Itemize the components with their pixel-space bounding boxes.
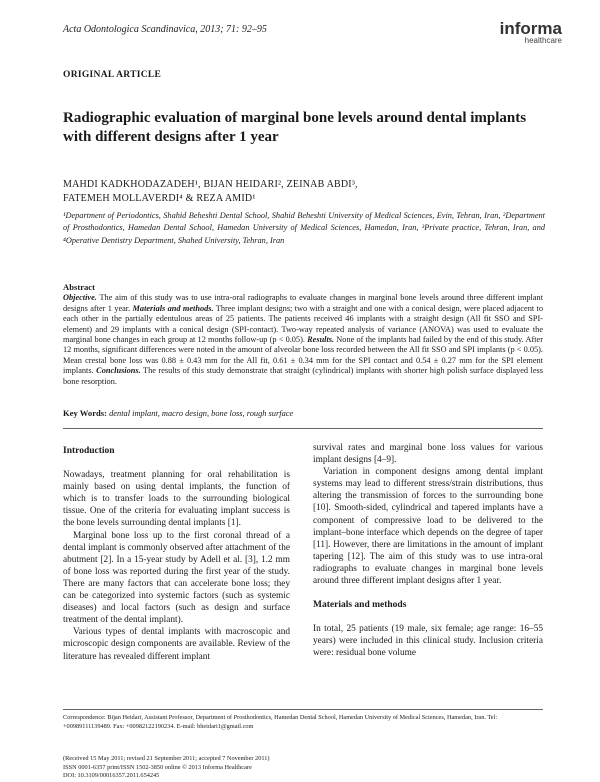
intro-paragraph-1: Nowadays, treatment planning for oral rehabilitation is mainly based on using dental implants, the function of which is to transfer loads to the surrounding biological tissue. One of the criteria for evaluating implant success is the bone levels surrounding dental implants [1]. [63,470,290,529]
keywords-text: dental implant, macro design, bone loss, rough surface [107,409,294,418]
abstract-heading: Abstract [63,282,95,292]
results-text: None of the implants had failed by the end of this study. After 12 months, significant differences were noted in the amount of alveolar bone loss recorded between the All fit SSO and SPI implants (p < 0.05). Mean crestal bone loss was 0.88 ± 0.43 mm for the All fit, 0.61 ± 0.34 mm for the SPI contact and 0.54 ± 0.27 mm for the SPI element implants. [63,335,543,376]
intro-paragraph-5: Variation in component designs among dental implant systems may lead to different stress/strain distributions, thus altering the transmission of forces to the surrounding bone [10]. Smooth-sided, cylindrical and tapered implants have a component of compressive load to be delivered to the implant–bone interface which depends on the degree of taper [11]. However, there are limitations in the amount of implant tapering [12]. The aim of this study was to use intra-oral radiographs to evaluate changes in marginal bone levels around three different implant designs after 1 year. [313,467,543,587]
publication-info [63,755,545,781]
received-dates: (Received 15 May 2011; revised 21 September 2011; accepted 7 November 2011) [63,755,270,762]
article-title: Radiographic evaluation of marginal bone levels around dental implants with different designs after 1 year [63,110,527,145]
publisher-name: informa [499,19,562,38]
correspondence-note: Correspondence: Bijan Heidari, Assistant Professor, Department of Prosthodontics, Hamedan Dental School, Hamedan University of Medical Sciences, Hamedan, Iran. Tel: +00989111139489. Fax: +00982122190234. E-mail: bheidari1@gmail.com [63,714,498,730]
intro-paragraph-3: Various types of dental implants with macroscopic and microscopic design components are available. Review of the literature has revealed different implant [63,627,290,662]
author-line-1: MAHDI KADKHODAZADEH¹, BIJAN HEIDARI², ZEINAB ABDI³, [63,179,358,190]
publisher-sub: healthcare [524,36,562,45]
section-divider [63,428,543,429]
keywords [63,408,543,418]
doi-line: DOI: 10.3109/00016357.2011.654245 [63,772,160,780]
affiliations: ¹Department of Periodontics, Shahid Beheshti Dental School, Shahid Beheshti University of Medical Sciences, Evin, Tehran, Iran, ²Department of Prosthodontics, Hamedan Dental School, Hamedan University of Medical Sciences, Hamedan, Iran, ³Private practice, Tehran, Iran, and ⁴Operative Dentistry Department, Shahed University, Tehran, Iran [63,211,545,245]
column-left [63,445,290,663]
introduction-heading: Introduction [63,446,115,456]
conclusions-text: The results of this study demonstrate that straight (cylindrical) implants with shorter high polish surface displayed less bone resorption. [63,366,544,386]
conclusions-label: Conclusions. [96,366,141,376]
intro-paragraph-4: survival rates and marginal bone loss values for various implant designs [4–9]. [313,443,543,466]
results-label: Results. [307,335,335,345]
abstract [63,282,543,387]
author-line-2: FATEMEH MOLLAVERDI⁴ & REZA AMID¹ [63,193,256,204]
methods-heading: Materials and methods [313,600,407,611]
issn-line: ISSN 0001-6357 print/ISSN 1502-3850 online © 2013 Informa Healthcare [63,763,252,771]
journal-citation: Acta Odontologica Scandinavica, 2013; 71: 92–95 [63,24,267,35]
author-list [63,178,543,206]
objective-label: Objective. [63,293,97,303]
column-right [313,442,543,660]
publisher-logo [500,20,562,45]
article-type: ORIGINAL ARTICLE [63,70,162,80]
methods-paragraph-1: In total, 25 patients (19 male, six female; age range: 16–55 years) were included in this clinical study. Inclusion criteria were: residual bone volume [313,624,543,659]
objective-text: The aim of this study was to use intra-oral radiographs to evaluate changes in marginal bone levels around three different implant designs after 1 year. [63,293,543,313]
methods-text: Three implant designs; two with a straight and one with a conical design, were placed adjacent to each other in the partially edentulous areas of 25 patients. The patients received 46 implants with a straight design (All fit SSO and SPI-element) and 29 implants with a conical design (SPI-contact). Two-way repeated analysis of variance (ANOVA) was used to evaluate the marginal bone changes in each group at 12 months follow-up (p < 0.05). [63,303,543,345]
intro-paragraph-2: Marginal bone loss up to the first coronal thread of a dental implant is commonly observed after attachment of the abutment [2]. In a 15-year study by Adell et al. [3], 1.2 mm of bone loss was reported during the first year of the study. There are many factors that can accelerate bone loss; they can be categorized into systemic factors (such as systemic diseases) and local factors (such as design and surface treatment of the dental implant). [63,530,290,626]
methods-label: Materials and methods. [132,303,214,313]
keywords-label: Key Words: [63,408,108,418]
footer-divider [63,709,543,710]
